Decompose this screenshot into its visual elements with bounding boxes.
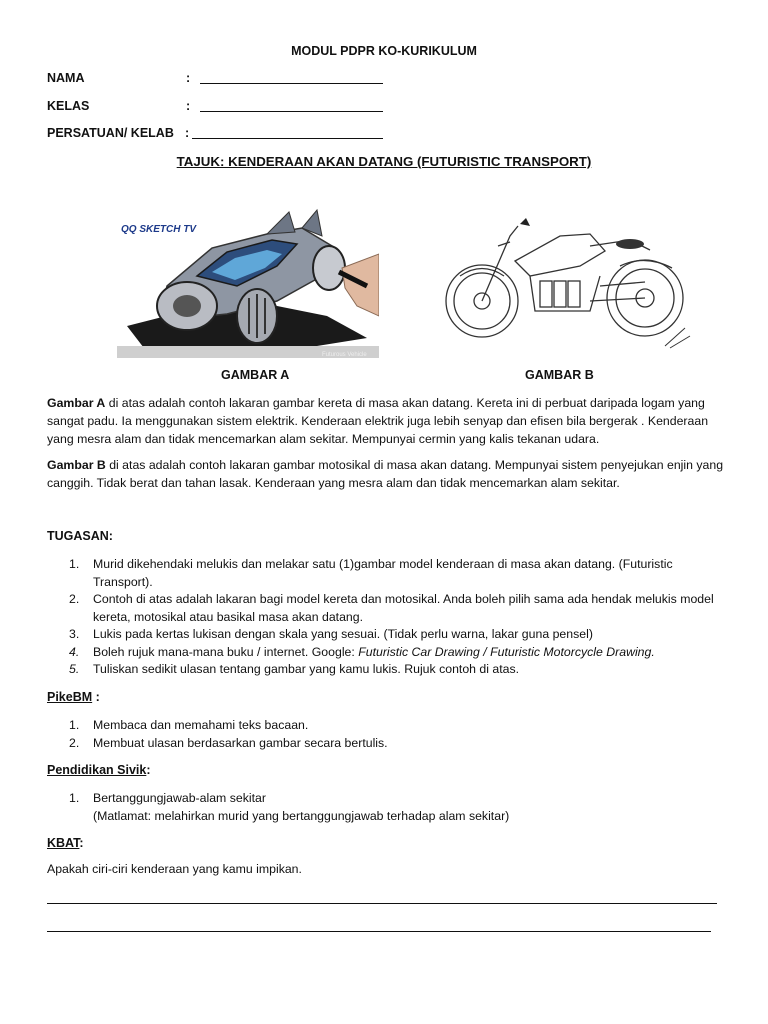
tugasan-heading: TUGASAN:: [47, 529, 113, 543]
caption-gambar-b: GAMBAR B: [525, 368, 594, 382]
list-item: 1. Membaca dan memahami teks bacaan.: [69, 718, 309, 732]
field-colon: :: [186, 99, 191, 113]
sketch-tv-logo: QQ SKETCH TV: [121, 224, 197, 235]
answer-line[interactable]: [47, 930, 711, 932]
topic-heading: TAJUK: KENDERAAN AKAN DATANG (FUTURISTIC TRANSPORT): [176, 154, 592, 169]
futuristic-car-sketch-image: [117, 206, 379, 358]
name-blank-line[interactable]: [200, 71, 383, 84]
list-item: 1. Murid dikehendaki melukis dan melakar satu (1)gambar model kenderaan di masa akan datang. (Futuristic Transport).: [69, 557, 673, 589]
sivik-heading: Pendidikan Sivik:: [47, 763, 151, 777]
list-item: 3. Lukis pada kertas lukisan dengan skala yang sesuai. (Tidak perlu warna, lakar guna pensel): [69, 627, 593, 641]
kelas-blank-line[interactable]: [200, 99, 383, 112]
page-title: MODUL PDPR KO-KURIKULUM: [291, 44, 477, 58]
futuristic-motorcycle-sketch-image: [440, 206, 702, 358]
field-colon: :: [186, 71, 191, 85]
paragraph-text: di atas adalah contoh lakaran gambar kereta di masa akan datang. Kereta ini di perbuat daripada logam yang sangat padu. Ia menggunakan sistem elektrik. Kenderaan elektrik juga lebih senyap dan efisen bila bergerak . Kenderaan yang mesra alam dan tidak mencemarkan alam sekitar. Mempunyai cermin yang kalis tekanan udara.: [47, 396, 709, 446]
list-item: 5. Tuliskan sedikit ulasan tentang gambar yang kamu lukis. Rujuk contoh di atas.: [69, 662, 520, 676]
image-watermark: Futurous Vehicle: [322, 352, 367, 358]
pikebm-list: [47, 717, 717, 752]
answer-line[interactable]: [47, 902, 717, 904]
field-label-kelas: KELAS: [47, 99, 90, 113]
pikebm-heading: PikeBM :: [47, 690, 100, 704]
paragraph-lead: Gambar A: [47, 396, 106, 410]
caption-gambar-a: GAMBAR A: [221, 368, 290, 382]
persatuan-blank-line[interactable]: [192, 126, 383, 139]
kbat-question: Apakah ciri-ciri kenderaan yang kamu impikan.: [47, 862, 302, 876]
kbat-heading: KBAT:: [47, 836, 84, 850]
paragraph-gambar-a: [47, 394, 727, 448]
field-colon: :: [185, 126, 190, 140]
paragraph-lead: Gambar B: [47, 458, 106, 472]
paragraph-text: di atas adalah contoh lakaran gambar motosikal di masa akan datang. Mempunyai sistem penyejukan enjin yang canggih. Tidak berat dan tahan lasak. Kenderaan yang mesra alam dan tidak mencemarkan alam sekitar.: [47, 458, 724, 490]
field-label-persatuan: PERSATUAN/ KELAB: [47, 126, 174, 140]
list-item: 2. Membuat ulasan berdasarkan gambar secara bertulis.: [69, 735, 388, 750]
list-item: 2. Contoh di atas adalah lakaran bagi model kereta dan motosikal. Anda boleh pilih sama ada hendak melukis model kereta, motosikal atau basikal masa akan datang.: [69, 592, 714, 624]
list-item: 4. Boleh rujuk mana-mana buku / internet. Google: Futuristic Car Drawing / Futuristic Motorcycle Drawing.: [69, 644, 655, 659]
sivik-list: [47, 790, 717, 825]
field-label-nama: NAMA: [47, 71, 85, 85]
tugasan-list: [47, 556, 717, 679]
list-item: 1. Bertanggungjawab-alam sekitar (Matlamat: melahirkan murid yang bertanggungjawab terhadap alam sekitar): [69, 791, 510, 823]
paragraph-gambar-b: [47, 456, 727, 492]
